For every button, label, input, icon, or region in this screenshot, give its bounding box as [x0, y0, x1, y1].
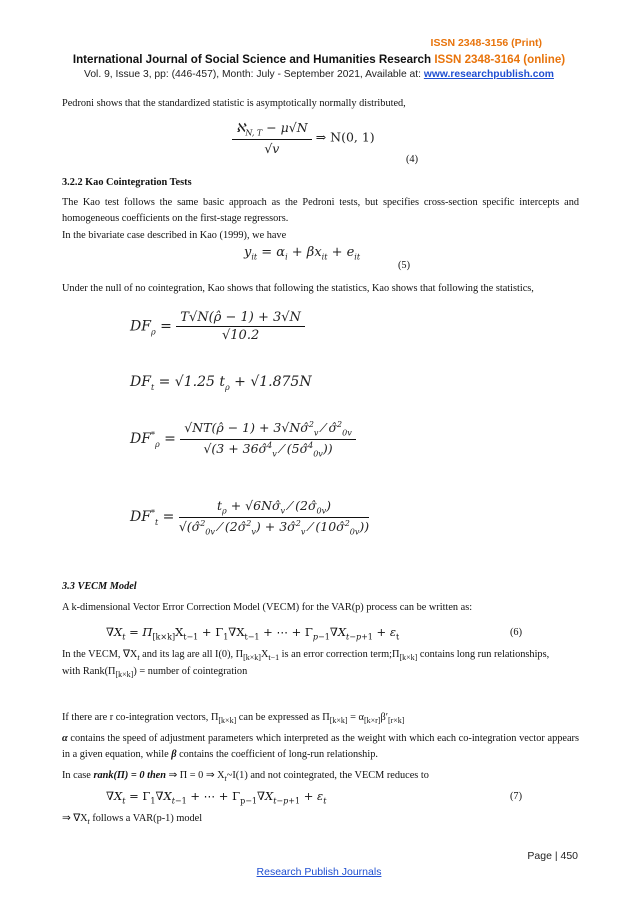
- equation-5: $y_{it} = \alpha_i + \beta x_{it} + e_{it}$: [244, 245, 361, 262]
- equation-4: $\frac{ℵ_{N, T} - \mu√N}{√v}$ ⇒ N(0, 1): [232, 120, 375, 156]
- eq6-number: (6): [510, 627, 523, 638]
- issn-print: ISSN 2348-3156 (Print): [430, 37, 542, 49]
- volume-line: [0, 69, 638, 80]
- kao-paragraph-3: Under the null of no cointegration, Kao shows that following the statistics, Kao shows that following the statistics,: [62, 283, 534, 294]
- kao-paragraph-2: In the bivariate case described in Kao (1999), we have: [62, 230, 287, 241]
- equation-6: $\nabla X_t = \Pi_{[k\times k]}X_{t-1} + \Gamma_1\nabla X_{t-1}$ + ⋯ + $\Gamma_{p-1}\nabla X_{t-p+1} + \varepsilon_t$: [106, 625, 400, 642]
- eq4-number: (4): [406, 154, 419, 165]
- kao-paragraph-1: The Kao test follows the same basic approach as the Pedroni tests, but specifies cross-section specific intercepts and homogeneous coefficients on the first-stage regressors.: [62, 197, 579, 224]
- eq5-number: (5): [398, 260, 411, 271]
- equation-df-rho-star: $DF^*_\rho$ = $\frac{√NT(\rhô - 1) + 3√N\sigmâ^2_v ⁄ \sigmâ^2_{0v}}{√(3 + 36\sigmâ^4_v ⁄ (5\sigmâ^4_{0v}))}$: [130, 420, 356, 458]
- vecm-heading: 3.3 VECM Model: [62, 581, 137, 592]
- vecm-paragraph-5: α contains the speed of adjustment parameters which interpreted as the weight with which each co-integration vector appears in a given equation, while β contains the coefficient of long-run relationship.: [62, 733, 579, 760]
- pedroni-intro: Pedroni shows that the standardized statistic is asymptotically normally distributed,: [62, 98, 406, 109]
- vecm-paragraph-2: In the VECM, $\nabla X_t$ and its lag are all I(0), $\Pi_{[k\times k]}X_{t-1}$ is an error correction $term;\Pi_{[k\times k]}$ contains long run relationships,: [62, 649, 550, 663]
- issn-online: ISSN 2348-3164 (online): [434, 53, 566, 66]
- kao-heading: 3.2.2 Kao Cointegration Tests: [62, 177, 192, 188]
- equation-df-t-star: $DF^*_t$ = $\frac{t_\rho + √6N\sigmâ_v ⁄ (2\sigmâ_{0v})}{√(\sigmâ^2_{0v} ⁄ (2\sigmâ^2_v) + 3\sigmâ^2_v ⁄ (10\sigmâ^2_{0v}))}$: [130, 498, 370, 537]
- vecm-paragraph-1: A k-dimensional Vector Error Correction Model (VECM) for the VAR(p) process can be written as:: [62, 602, 473, 613]
- journal-title-line: [0, 53, 638, 66]
- journal-title: International Journal of Social Science and Humanities Research: [72, 53, 432, 66]
- vecm-paragraph-3: with $Rank(\Pi_{[k\times k]})$ = number of cointegration: [62, 666, 248, 680]
- page-number: Page | 450: [527, 850, 578, 862]
- website-link[interactable]: www.researchpublish.com: [423, 69, 554, 80]
- volume-info: Vol. 9, Issue 3, pp: (446-457), Month: July - September 2021, Available at:: [84, 69, 421, 80]
- publisher-link[interactable]: Research Publish Journals: [256, 866, 382, 878]
- eq7-number: (7): [510, 791, 523, 802]
- vecm-paragraph-4: If there are r co-integration vectors, $\Pi_{[k\times k]}$ can be expressed as $\Pi_{[k\times k]} = \alpha_{[k\times r]}\beta'_{[r\times k]}$: [62, 712, 405, 726]
- equation-7: $\nabla X_t = \Gamma_1\nabla X_{t-1}$ + ⋯ + $\Gamma_{p-1}\nabla X_{t-p+1} + \varepsilon_t$: [106, 789, 327, 806]
- vecm-paragraph-7: ⇒ $\nabla X_t$ follows a VAR(p-1) model: [62, 813, 203, 827]
- equation-df-t: $DF_t = √1.25$ $t_\rho + √1.875N$: [130, 374, 312, 392]
- vecm-paragraph-6: In case rank(Π) = 0 then ⇒ Π = 0 ⇒ $X_t\sim I(1)$ and not cointegrated, the VECM reduces to: [62, 770, 429, 784]
- equation-df-rho: $DF_\rho$ = $\frac{T√N(\rhô - 1) + 3√N}{√10.2}$: [130, 310, 305, 343]
